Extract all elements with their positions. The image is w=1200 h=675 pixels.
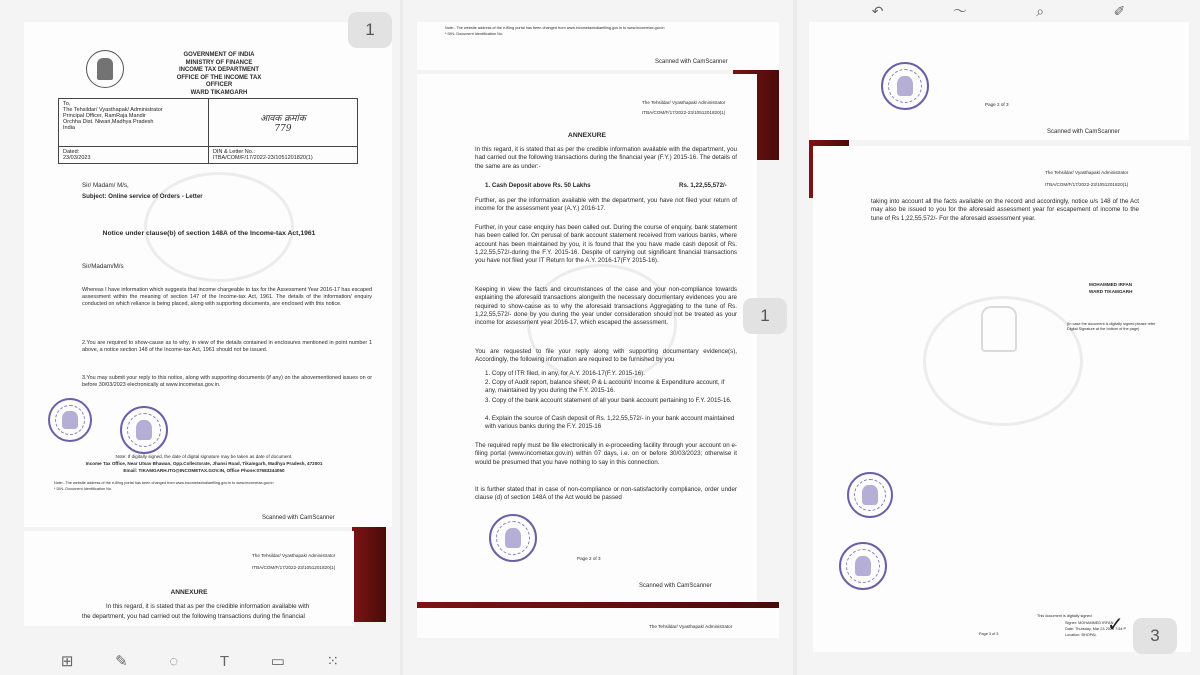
image-icon[interactable]: ▭ [270, 653, 285, 670]
watermark-seal-2 [527, 264, 677, 384]
para-3: 3.You may submit your reply to this notice, along with supporting documents (if any) on the abovementioned issues on or before 30/03/2023 electronically at www.incometax.gov.in. [82, 375, 372, 389]
red-divider [352, 527, 386, 622]
signer-ward: WARD TIKAMGARH [1089, 289, 1133, 294]
list-item: 3. Copy of the bank account statement of all your bank account pertaining to F.Y. 2015-16. [485, 397, 732, 404]
office-email: Email: TIKAMGARH.ITO@INCOMETAX.GOV.IN, Office Phone:07683244050 [123, 468, 285, 473]
final-para: taking into account all the facts available on the record and accordingly, notice u/s 148 of the Act may also be issued to you for the aforesaid assessment year for escapement of income to the tune of Rs 1,22,55,572/- For the aforesaid assessment year. [871, 198, 1139, 222]
annexure-strip [24, 531, 354, 626]
page-panel-2 [403, 0, 793, 675]
annex-heading: ANNEXURE [567, 132, 607, 139]
signed-date: Date: Thursday, Mar 23 2023 7:54 P [1065, 627, 1127, 631]
dsc-note: (In case the document is digitally signed please refer Digital Signature at the bottom of the page) [1067, 322, 1156, 331]
page2-portal-note: Note:- The website address of the e-filing portal has been changed from www.incometaxindiaefiling.gov.in to www.incometax.gov.in [445, 26, 665, 30]
portal-note: Note:- The website address of the e-filing portal has been changed from www.incometaxindiaefiling.gov.in to www.incometax.gov.in [54, 481, 274, 485]
pen-tool-icon[interactable]: ✐ [1113, 2, 1126, 19]
list-item: 2. Copy of Audit report, balance sheet, P & L account/ Income & Expenditure account, if any, maintained by you during the F.Y. 2015-16. [485, 379, 725, 395]
annex-keeping: Keeping in view the facts and circumstances of the case and your non-compliance towards explaining the aforesaid transactions alongwith the necessary documentary evidences you are required to show-cause as to why the aforesaid transactions Aggregating to the tune of Rs. 1,22,55,572/- done by you during the year under consideration should not be treated as your income for assessment year 2016-17, which escaped the assessment. [475, 286, 737, 327]
handwritten-number: 779 [274, 124, 292, 134]
final-sheet [813, 146, 1191, 652]
annexure-sheet [417, 74, 757, 602]
office-seal-stamp [48, 398, 92, 442]
top-toolbar [797, 0, 1200, 22]
salutation-2: Sir/Madam/M/s [82, 263, 124, 270]
page2-bottom-strip [417, 608, 779, 638]
grid-icon[interactable]: ⁙ [326, 653, 340, 670]
cash-deposit-label: 1. Cash Deposit above Rs. 50 Lakhs [485, 182, 591, 189]
round-seal-stamp [120, 406, 168, 454]
page2-din-note: * DIN- Document Identification No. [445, 32, 504, 36]
footnote: Note: If digitally signed, the date of digital signature may be taken as date of document. [115, 454, 293, 459]
signed-location: Location: BHOPAL [1065, 633, 1097, 637]
strip-line-1: In this regard, it is stated that as per the credible information available with [106, 603, 310, 610]
annex-further-3: It is further stated that in case of non-compliance or non-satisfactorily compliance, order under clause (d) of section 148A of the Act would be passed [475, 486, 737, 502]
para-1: Whereas I have information which suggests that income chargeable to tax for the Assessment Year 2016-17 has escaped assessment within the meaning of section 147 of the Income-tax Act, 1961. The details of the information/ enquiry conducted on which reliance is being placed, along with supporting documents, are enclosed with this notice. [82, 287, 372, 308]
text-icon[interactable]: T [219, 652, 230, 670]
strip-ref: ITBA/COM/F/17/2022-23/1051201820(1) [252, 565, 336, 570]
annex-addressee: The Tehsildar/ Vyasthapak/ Administrator [642, 100, 726, 105]
page-panel-1 [0, 0, 400, 675]
page3-top-page-label: Page 2 of 3 [985, 102, 1009, 107]
office-address: Income Tax Office, Near Utsav Bhawan, Opp.Collectorate, Jhansi Road, Tikamgarh, Madhya Pradesh, 472001 [85, 461, 323, 466]
page-badge-1: 1 [348, 12, 392, 48]
round-seal-stamp-3 [881, 62, 929, 110]
gov-header: GOVERNMENT OF INDIA MINISTRY OF FINANCE INCOME TAX DEPARTMENT OFFICE OF THE INCOME TAX OFFICER WARD TIKAMGARH [176, 52, 262, 96]
emblem-icon [86, 50, 124, 88]
signed-note: This document is digitally signed [1037, 614, 1092, 618]
strip-heading: ANNEXURE [170, 589, 208, 596]
watermark-seal-3 [923, 296, 1083, 426]
add-box-icon[interactable]: ⊞ [60, 653, 74, 670]
annex-further-2: Further, in your case enquiry has been called out. During the course of enquiry, bank statement has been called for. On perusal of bank account statement received from various banks, where account has been maintained by you, it is found that the you have made cash deposit of Rs. 1,22,55,572/-during the F.Y. 2015-16. Despite of carrying out significant financial transactions you have not filed your IT Return for the A.Y. 2016-17(FY 2015-16). [475, 224, 737, 265]
round-seal-stamp-2 [489, 514, 537, 562]
annex-further-1: Further, as per the information available with the department, you have not filed your return of income for the assessment year (A.Y.) 2016-17. [475, 197, 737, 213]
scanner-tag-1: Scanned with CamScanner [262, 515, 335, 521]
search-icon[interactable]: ⌕ [1036, 2, 1045, 19]
notice-sheet [24, 22, 392, 527]
din-note: * DIN- Document Identification No. [54, 487, 113, 491]
final-page-label: Page 3 of 3 [979, 632, 999, 636]
page2-page-label: Page 2 of 3 [577, 556, 601, 561]
lasso-icon[interactable]: ◌ [169, 652, 179, 670]
salutation: Sir/ Madam/ M/s, [82, 182, 129, 189]
check-mark-icon: ✓ [1107, 614, 1124, 636]
subject: Subject: Online service of Orders - Letter [82, 193, 203, 200]
strip-line-2: the department, you had carried out the following transactions during the financial [82, 613, 305, 620]
signer-name: MOHAMMED IRFAN [1089, 282, 1133, 287]
pen-icon[interactable]: ✎ [115, 653, 128, 670]
page2-top-strip [417, 22, 779, 70]
scanner-tag-2: Scanned with CamScanner [655, 59, 728, 65]
notice-title: Notice under clause(b) of section 148A of the Income-tax Act,1961 [102, 230, 316, 237]
list-item: 4. Explain the source of Cash deposit of Rs. 1,22,55,572/- in your bank account maintained with various banks during the F.Y. 2015-16 [485, 415, 735, 431]
page2-bottom-addressee: The Tehsildar/ Vyasthapak/ Administrator [649, 624, 733, 629]
annotation-toolbar [0, 647, 400, 675]
address-box: To, The Tehsildar/ Vyasthapak/ Administrator Principal Officer, RamRaja Mandir Orchha Dist. Niwari,Madhya Pradesh India आवक क्रमांक 779 Dated: 23/03/2023 DIN & Letter No.: ITBA/COM/F/17/2022-23/1051201820(1) [58, 98, 358, 164]
final-addressee: The Tehsildar/ Vyasthapak/ Administrator [1045, 170, 1129, 175]
page3-top-strip [809, 22, 1189, 140]
watermark-seal [144, 172, 294, 282]
undo-icon[interactable]: ↶ [871, 2, 884, 19]
page-badge-3: 3 [1133, 618, 1177, 654]
final-ref: ITBA/COM/F/17/2022-23/1051201820(1) [1045, 182, 1129, 187]
handwritten-inward-no: आवक क्रमांक [260, 114, 306, 124]
annex-reply: The required reply must be file electronically in e-proceeding facility through your account on e-filing portal (www.incometax.gov.in) within 07 days, i.e. on or before 30/03/2023; otherwise it would be presumed that you have nothing to say in this connection. [475, 442, 737, 466]
scanner-tag-3: Scanned with CamScanner [639, 583, 712, 589]
cash-deposit-amount: Rs. 1,22,55,572/- [679, 182, 727, 189]
scribble-icon[interactable]: 〜 [952, 3, 967, 19]
annex-ref: ITBA/COM/F/17/2022-23/1051201820(1) [642, 110, 726, 115]
para-2: 2.You are required to show-cause as to why, in view of the details contained in enclosures mentioned in point number 1 above, a notice section 148 of the Income-tax Act, 1961 should not be issued. [82, 340, 372, 354]
list-item: 1. Copy of ITR filed, in any, for A.Y. 2016-17(F.Y. 2015-16). [485, 370, 645, 377]
page-panel-3 [797, 0, 1200, 675]
signed-by: Signer: MOHAMMED IRFAN [1065, 621, 1114, 625]
annex-intro: In this regard, it is stated that as per the credible information available with the department, you had carried out the following transactions during the financial year (F.Y.) 2015-16. The details of the same are as under:- [475, 146, 737, 170]
annex-requested: You are requested to file your reply along with supporting documentary evidence(s), Accordingly, the following information are required to be furnished by you [475, 348, 737, 364]
round-seal-stamp-4 [839, 542, 887, 590]
scanner-tag-4: Scanned with CamScanner [1047, 129, 1120, 135]
strip-addressee: The Tehsildar/ Vyasthapak/ Administrator [252, 553, 336, 558]
page-badge-2: 1 [743, 298, 787, 334]
office-seal-stamp-3 [847, 472, 893, 518]
